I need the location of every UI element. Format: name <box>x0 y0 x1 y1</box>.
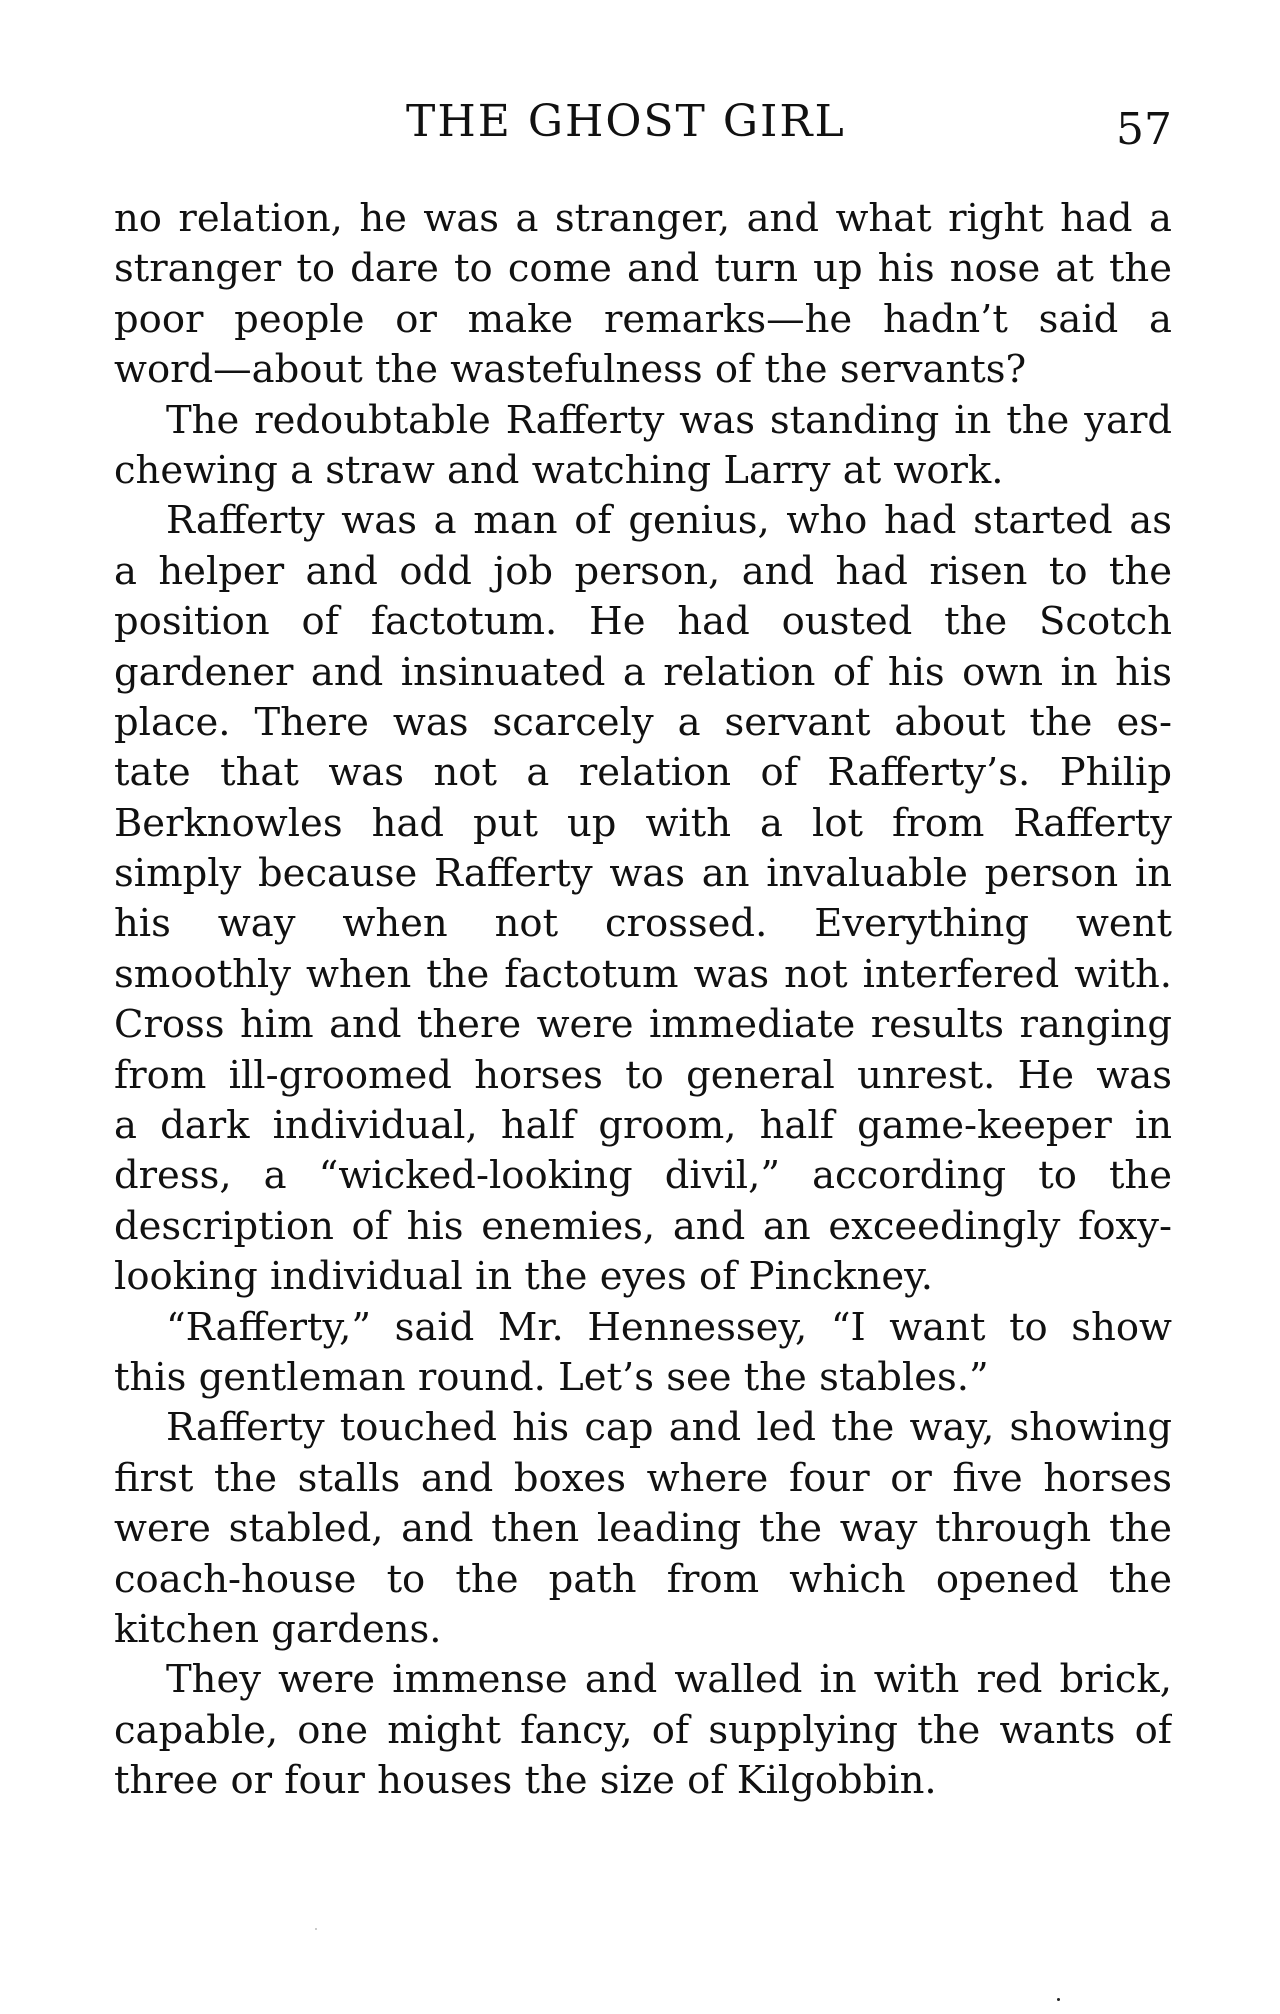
paragraph <box>114 396 1172 497</box>
text-line: from ill-groomed horses to general unrest. He was <box>114 1052 1172 1098</box>
text-line: no relation, he was a stranger, and what right had a <box>114 196 1172 241</box>
text-line: Cross him and there were immediate results ranging <box>114 1002 1172 1048</box>
text-line: simply because Rafferty was an invaluable person in <box>114 851 1172 897</box>
text-line: first the stalls and boxes where four or five horses <box>114 1455 1172 1501</box>
text-line: kitchen gardens. <box>114 1606 442 1652</box>
paragraph <box>114 194 1172 396</box>
text-line: word—about the wastefulness of the servants? <box>114 347 1027 393</box>
text-line: a helper and odd job person, and had risen to the <box>114 548 1172 594</box>
print-speck <box>1057 1998 1060 2001</box>
text-line: Rafferty touched his cap and led the way, showing <box>166 1405 1172 1451</box>
text-line: “Rafferty,” said Mr. Hennessey, “I want to show <box>166 1304 1172 1350</box>
text-line: position of factotum. He had ousted the Scotch <box>114 599 1172 645</box>
paragraph <box>114 1403 1172 1655</box>
text-line: three or four houses the size of Kilgobbin. <box>114 1758 937 1804</box>
text-line: his way when not crossed. Everything went <box>114 901 1172 947</box>
text-line: Berknowles had put up with a lot from Rafferty <box>114 800 1172 846</box>
paragraph <box>114 1655 1172 1806</box>
text-line: poor people or make remarks—he hadn’t said a <box>114 296 1172 342</box>
text-line: tate that was not a relation of Rafferty’s. Philip <box>114 750 1172 796</box>
text-line: were stabled, and then leading the way through the <box>114 1506 1172 1552</box>
text-line: this gentleman round. Let’s see the stables.” <box>114 1354 989 1400</box>
running-head <box>114 92 1172 155</box>
text-line: place. There was scarcely a servant about the es- <box>114 699 1172 745</box>
text-line: Rafferty was a man of genius, who had started as <box>166 498 1172 544</box>
text-line: stranger to dare to come and turn up his nose at the <box>114 246 1172 292</box>
text-line: coach-house to the path from which opened the <box>114 1556 1172 1602</box>
paragraph <box>114 496 1172 1302</box>
text-line: gardener and insinuated a relation of his own in his <box>114 649 1172 695</box>
text-line: looking individual in the eyes of Pinckney. <box>114 1254 934 1300</box>
body-text <box>114 194 1172 1807</box>
running-title: THE GHOST GIRL <box>406 96 846 147</box>
text-line: a dark individual, half groom, half game-keeper in <box>114 1103 1172 1149</box>
text-line: smoothly when the factotum was not interfered with. <box>114 951 1172 997</box>
text-line: The redoubtable Rafferty was standing in the yard <box>166 397 1172 443</box>
text-line: description of his enemies, and an exceedingly foxy- <box>114 1203 1172 1249</box>
paragraph <box>114 1303 1172 1404</box>
print-speck <box>315 1928 317 1930</box>
text-line: They were immense and walled in with red brick, <box>166 1657 1172 1703</box>
text-line: capable, one might fancy, of supplying the wants of <box>114 1707 1172 1753</box>
page-number: 57 <box>1116 104 1172 155</box>
text-line: dress, a “wicked-looking divil,” according to the <box>114 1153 1172 1199</box>
text-line: chewing a straw and watching Larry at work. <box>114 447 1004 493</box>
